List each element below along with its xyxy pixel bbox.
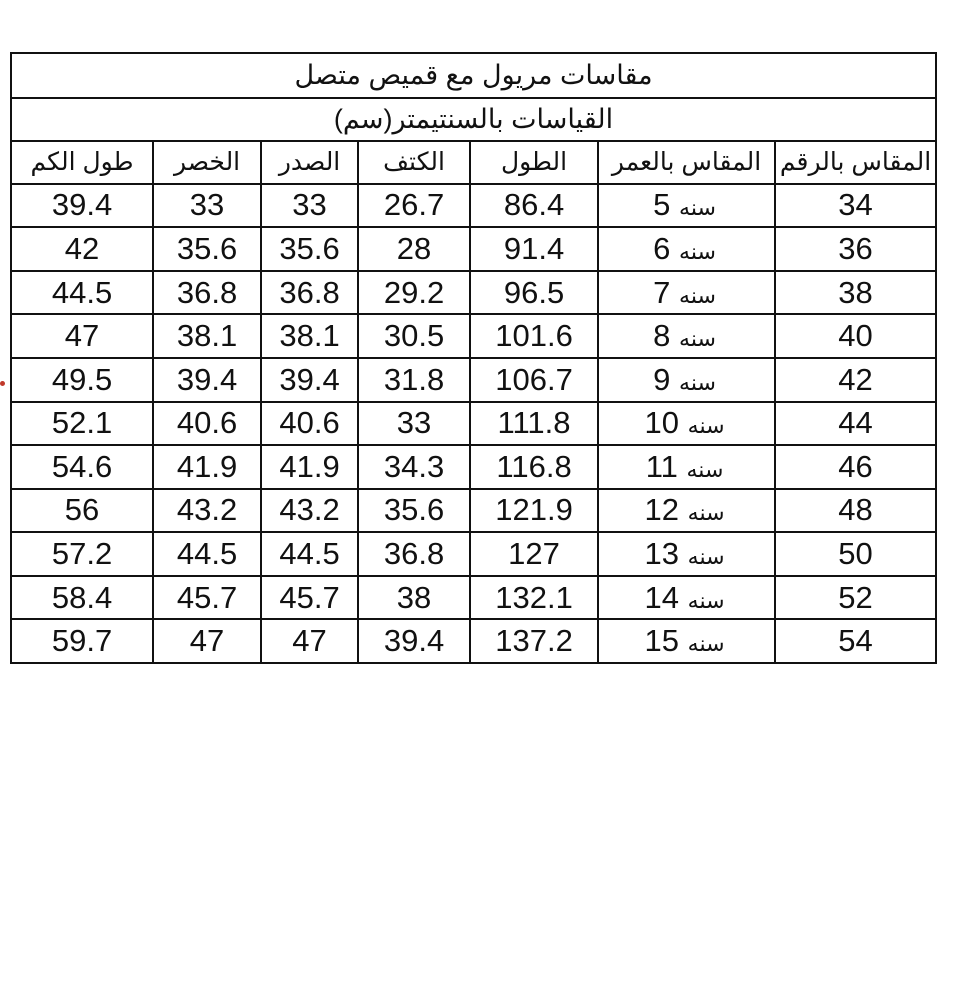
cell-waist: 33 xyxy=(153,184,261,228)
cell-size-age xyxy=(598,271,775,315)
header-shoulder: الكتف xyxy=(358,141,470,184)
table-row xyxy=(11,358,936,402)
cell-shoulder: 38 xyxy=(358,576,470,620)
cell-size-number: 52 xyxy=(775,576,936,620)
cell-size-number: 48 xyxy=(775,489,936,533)
age-word-label: سنه xyxy=(687,500,725,526)
cell-chest: 38.1 xyxy=(261,314,358,358)
cell-chest: 40.6 xyxy=(261,402,358,446)
cell-waist: 39.4 xyxy=(153,358,261,402)
cell-chest: 36.8 xyxy=(261,271,358,315)
cell-size-age xyxy=(598,576,775,620)
cell-sleeve: 42 xyxy=(11,227,153,271)
header-length: الطول xyxy=(470,141,598,184)
cell-chest: 47 xyxy=(261,619,358,663)
cell-length: 91.4 xyxy=(470,227,598,271)
cell-size-age xyxy=(598,314,775,358)
cell-shoulder: 36.8 xyxy=(358,532,470,576)
table-row xyxy=(11,576,936,620)
header-waist: الخصر xyxy=(153,141,261,184)
table-title: مقاسات مريول مع قميص متصل xyxy=(11,53,936,98)
cell-length: 127 xyxy=(470,532,598,576)
cell-shoulder: 39.4 xyxy=(358,619,470,663)
cell-shoulder: 28 xyxy=(358,227,470,271)
cell-sleeve: 49.5 xyxy=(11,358,153,402)
cell-shoulder: 33 xyxy=(358,402,470,446)
cell-length: 137.2 xyxy=(470,619,598,663)
cell-waist: 38.1 xyxy=(153,314,261,358)
cell-size-number: 54 xyxy=(775,619,936,663)
cell-size-number: 40 xyxy=(775,314,936,358)
cell-shoulder: 34.3 xyxy=(358,445,470,489)
age-number: 9 xyxy=(653,361,671,397)
cell-size-number: 44 xyxy=(775,402,936,446)
cell-size-number: 38 xyxy=(775,271,936,315)
cell-chest: 35.6 xyxy=(261,227,358,271)
age-number: 10 xyxy=(644,405,680,441)
cell-size-number: 50 xyxy=(775,532,936,576)
header-row xyxy=(11,141,936,184)
cell-waist: 47 xyxy=(153,619,261,663)
table-row xyxy=(11,271,936,315)
age-word-label: سنه xyxy=(687,413,725,439)
header-size-age: المقاس بالعمر xyxy=(598,141,775,184)
cell-sleeve: 44.5 xyxy=(11,271,153,315)
age-number: 5 xyxy=(653,187,671,223)
age-number: 12 xyxy=(644,492,680,528)
cell-length: 111.8 xyxy=(470,402,598,446)
cell-sleeve: 39.4 xyxy=(11,184,153,228)
table-row xyxy=(11,227,936,271)
age-word-label: سنه xyxy=(679,369,716,395)
table-row xyxy=(11,445,936,489)
cell-length: 132.1 xyxy=(470,576,598,620)
size-chart-table xyxy=(10,52,937,664)
cell-length: 121.9 xyxy=(470,489,598,533)
cell-length: 116.8 xyxy=(470,445,598,489)
cell-size-number: 34 xyxy=(775,184,936,228)
cell-size-age xyxy=(598,184,775,228)
cell-shoulder: 26.7 xyxy=(358,184,470,228)
header-sleeve: طول الكم xyxy=(11,141,153,184)
cell-size-age xyxy=(598,358,775,402)
header-chest: الصدر xyxy=(261,141,358,184)
cell-waist: 35.6 xyxy=(153,227,261,271)
cell-sleeve: 56 xyxy=(11,489,153,533)
cell-size-number: 42 xyxy=(775,358,936,402)
header-size-number: المقاس بالرقم xyxy=(775,141,936,184)
cell-size-number: 36 xyxy=(775,227,936,271)
age-word-label: سنه xyxy=(679,326,716,352)
red-marker-dot xyxy=(0,381,5,386)
cell-sleeve: 52.1 xyxy=(11,402,153,446)
age-word-label: سنه xyxy=(686,456,724,482)
cell-shoulder: 29.2 xyxy=(358,271,470,315)
cell-waist: 43.2 xyxy=(153,489,261,533)
cell-chest: 39.4 xyxy=(261,358,358,402)
age-number: 11 xyxy=(645,448,678,484)
cell-sleeve: 54.6 xyxy=(11,445,153,489)
cell-size-age xyxy=(598,402,775,446)
cell-length: 101.6 xyxy=(470,314,598,358)
cell-length: 86.4 xyxy=(470,184,598,228)
age-number: 14 xyxy=(644,579,680,615)
cell-sleeve: 59.7 xyxy=(11,619,153,663)
cell-chest: 41.9 xyxy=(261,445,358,489)
age-word-label: سنه xyxy=(687,631,725,657)
age-word-label: سنه xyxy=(679,282,716,308)
cell-chest: 44.5 xyxy=(261,532,358,576)
cell-length: 96.5 xyxy=(470,271,598,315)
table-subtitle: القياسات بالسنتيمتر(سم) xyxy=(11,98,936,142)
cell-waist: 41.9 xyxy=(153,445,261,489)
table-row xyxy=(11,489,936,533)
cell-size-age xyxy=(598,619,775,663)
table-row xyxy=(11,619,936,663)
age-number: 7 xyxy=(653,274,671,310)
cell-size-age xyxy=(598,445,775,489)
age-word-label: سنه xyxy=(687,543,725,569)
cell-waist: 44.5 xyxy=(153,532,261,576)
cell-chest: 43.2 xyxy=(261,489,358,533)
cell-size-number: 46 xyxy=(775,445,936,489)
age-word-label: سنه xyxy=(679,239,716,265)
age-number: 15 xyxy=(644,623,680,659)
cell-sleeve: 57.2 xyxy=(11,532,153,576)
table-row xyxy=(11,184,936,228)
cell-size-age xyxy=(598,532,775,576)
age-number: 13 xyxy=(644,535,680,571)
age-word-label: سنه xyxy=(679,195,716,221)
table-row xyxy=(11,402,936,446)
table-row xyxy=(11,314,936,358)
cell-shoulder: 30.5 xyxy=(358,314,470,358)
cell-length: 106.7 xyxy=(470,358,598,402)
cell-waist: 45.7 xyxy=(153,576,261,620)
cell-size-age xyxy=(598,489,775,533)
cell-chest: 45.7 xyxy=(261,576,358,620)
cell-size-age xyxy=(598,227,775,271)
age-word-label: سنه xyxy=(687,587,725,613)
age-number: 8 xyxy=(653,318,671,354)
cell-sleeve: 58.4 xyxy=(11,576,153,620)
cell-shoulder: 31.8 xyxy=(358,358,470,402)
cell-shoulder: 35.6 xyxy=(358,489,470,533)
table-row xyxy=(11,532,936,576)
cell-sleeve: 47 xyxy=(11,314,153,358)
cell-chest: 33 xyxy=(261,184,358,228)
age-number: 6 xyxy=(653,231,671,267)
cell-waist: 40.6 xyxy=(153,402,261,446)
cell-waist: 36.8 xyxy=(153,271,261,315)
